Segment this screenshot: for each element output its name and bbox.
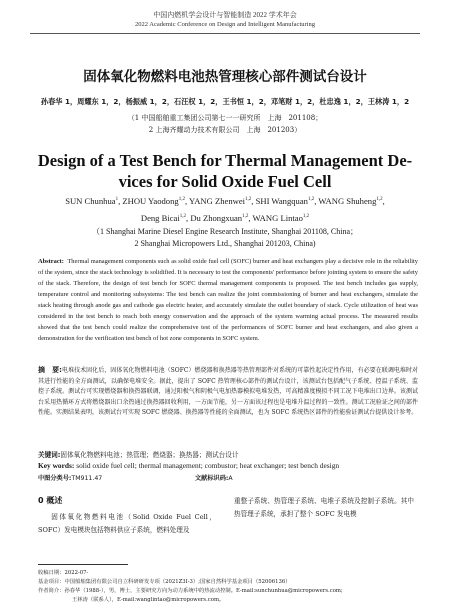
affiliations-en xyxy=(0,226,450,250)
author-sup: 1,2 xyxy=(242,213,249,219)
clc-code: TM911.47 xyxy=(71,475,103,482)
title-en xyxy=(0,150,450,192)
author-name: WANG Lintao xyxy=(252,212,303,223)
author-sep: , xyxy=(382,195,385,206)
footnote-rule xyxy=(38,564,128,565)
footnote-author: 作者简介：孙春华（1988-），男，博士，主要研究方向为动力系统中的热流动控制。E-mail:sunchunhua@micropowers.com; xyxy=(38,588,343,594)
keywords-en xyxy=(38,461,418,470)
title-en-line-1: Design of a Test Bench for Thermal Management De- xyxy=(37,151,413,170)
title-cn: 固体氧化物燃料电池热管理核心部件测试台设计 xyxy=(83,69,367,85)
document-code xyxy=(195,473,233,482)
authors-cn: 孙春华 1，周耀东 1，2，杨振威 1，2，石汪权 1，2，王书恒 1，2，邓笔财 1，2，杜忠逸 1，2，王林涛 1，2 xyxy=(40,97,410,106)
authors-en-line-2 xyxy=(0,209,450,226)
affiliation-en-2: 2 Shanghai Micropowers Ltd., Shanghai 201203, China) xyxy=(134,239,316,248)
classification-line xyxy=(38,473,418,482)
keywords-cn-label: 关键词: xyxy=(38,451,61,459)
author-name: Deng Bicai xyxy=(140,212,180,223)
footnote-funding: 基金项目：中国船舶集团有限公司自立科研研发专项（2021Z3I-3）;国家自然科学基金项目（52006136） xyxy=(38,579,291,585)
authors-en-line-1 xyxy=(0,192,450,209)
running-header xyxy=(0,10,450,30)
doc-code-label: 文献标识码: xyxy=(195,475,229,482)
author-name: ZHOU Yaodong xyxy=(122,195,179,206)
affiliation-en-1: （1 Shanghai Marine Diesel Engine Research Institute, Shanghai 201108, China； xyxy=(91,227,359,236)
author-sep: , xyxy=(314,195,319,206)
affiliation-cn-2: 2 上海齐耀动力技术有限公司 上海 201203） xyxy=(148,126,302,134)
author-sup: 1,2 xyxy=(179,213,187,219)
section-heading: 0 概述 xyxy=(38,496,63,505)
footnote-contact: 王林涛（联系人），E-mail:wanglintao@micropowers.com。 xyxy=(72,597,225,603)
body-text-right-column: 重整子系统、热管理子系统、电堆子系统及控制子系统。其中热管理子系统，承担了整个 SOFC 发电模 xyxy=(234,497,414,518)
author-name: WANG Shuheng xyxy=(318,195,377,206)
body-text-left-column: 固体氧化物燃料电池（Solid Oxide Fuel Cell，SOFC）发电模块包括物料供应子系统，燃料处理及 xyxy=(38,513,216,534)
author-sup: 1,2 xyxy=(245,197,252,202)
abstract-cn-label: 摘 要: xyxy=(38,366,62,374)
keywords-cn xyxy=(38,449,418,459)
author-name: SUN Chunhua xyxy=(65,195,116,206)
authors-en xyxy=(0,192,450,226)
author-sep: , xyxy=(186,212,191,223)
abstract-en-text: Thermal management components such as solid oxide fuel cell (SOFC) burner and heat exchangers play a decisive role in the reliability of the system, since the stack technology is solidified. It is necessary to test the components' performance before jointing system to ensure the safety of the stack. Therefore, the design of test bench for SOFC thermal management components is proposed. The test bench includes gas supply, temperature control and monitoring subsystems: The test bench can realize the joint commissioning of burner and heat exchangers, simulate the stack heating through anode gas and cathode gas electric heater, and accurately simulate the outlet boundary of stack. Cycle utilization of heat was considered in the test bench to reach both energy conservation and the approach of the system warming actual process. The measured results showed that the test bench could realize the comprehensive test of the performances of SOFC burner and heat exchangers, and also given a demonstration for the verification test bench of hot zone components in SOFC system. xyxy=(38,258,419,342)
author-name: Du Zhongxuan xyxy=(190,212,243,223)
author-sep: , xyxy=(118,195,123,206)
author-sup: 1,2 xyxy=(376,197,383,202)
author-sep: , xyxy=(248,212,253,223)
author-sep: , xyxy=(251,195,256,206)
author-sup: 1,2 xyxy=(307,197,315,202)
header-rule xyxy=(30,33,420,34)
keywords-en-label: Key words: xyxy=(38,461,75,470)
abstract-en xyxy=(38,256,418,344)
doc-code-value: A xyxy=(228,475,233,482)
author-sup: 1,2 xyxy=(302,213,310,219)
title-en-line-2: vices for Solid Oxide Fuel Cell xyxy=(118,172,332,191)
footnote-received: 收稿日期：2022-07- xyxy=(38,570,89,576)
clc-label: 中图分类号: xyxy=(38,475,72,482)
header-conference-cn: 中国内燃机学会设计与智能制造 2022 学术年会 xyxy=(153,11,297,19)
author-name: YANG Zhenwei xyxy=(188,195,246,206)
abstract-cn xyxy=(38,365,418,419)
keywords-cn-text: 固体氧化物燃料电池；热管理；燃烧器；换热器；测试台设计 xyxy=(60,451,239,459)
abstract-en-label: Abstract: xyxy=(38,258,64,265)
author-sup: 1 xyxy=(115,197,119,202)
keywords-en-text: solid oxide fuel cell; thermal management; combustor; heat exchanger; test bench design xyxy=(76,461,340,470)
affiliation-cn-1: （1 中国船舶重工集团公司第七一一研究所 上海 201108； xyxy=(127,114,323,122)
author-name: SHI Wangquan xyxy=(255,195,308,206)
header-conference-en: 2022 Academic Conference on Design and Intelligent Manufacturing xyxy=(135,21,315,28)
author-sep: , xyxy=(184,195,189,206)
abstract-cn-text: 电堆技术固化后，固体氧化物燃料电池（SOFC）燃烧器和换热器等热管理部件对系统的可靠性起决定性作用，有必要在联调电堆时对其进行性能的全方面测试，以确保电堆安全。据此，提出了 SOFC 热管理核心部件的测试台设计，该测试台包括配气子系统、控温子系统、监控子系统。测试台可实现燃烧器和换热器联调，通过阳极气和阴极气电加热器模拟电堆发热，可高精准度模拟不同工况下电堆出口边界。该测试台采用热循环方式将燃烧器出口余热通过换热器回收利用，一方面节能，另一方面该过程也是电堆升温过程的一致性。测试工况验证之间的部件性能。实测结果表明，该测试台可实现 SOFC 燃烧器、换热器等性能的全面测试，也为 SOFC 系统热区部件的性能验证测试台提供设计参考。 xyxy=(38,367,418,416)
author-sup: 1,2 xyxy=(178,197,185,202)
